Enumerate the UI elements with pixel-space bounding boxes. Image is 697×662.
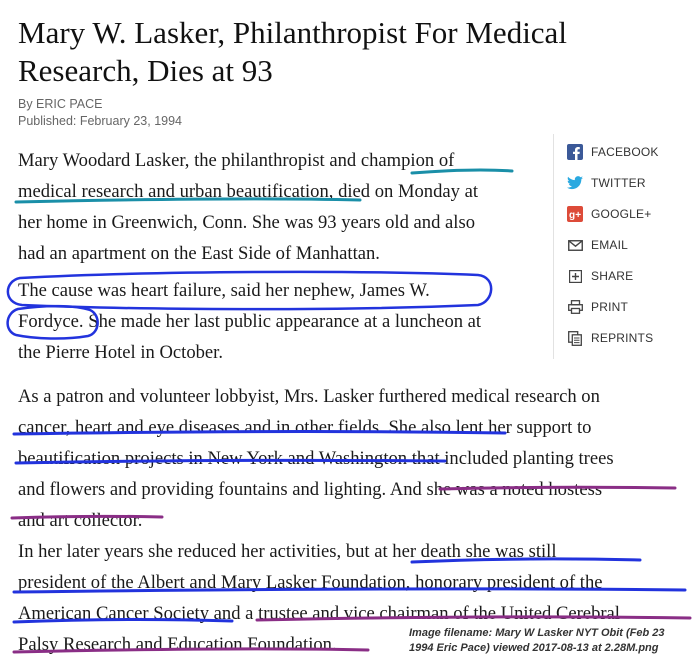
text-line: and art collector. [18, 510, 143, 531]
paragraph-2 [18, 275, 481, 368]
email-icon [567, 237, 583, 253]
text-line: her home in Greenwich, Conn. She was 93 years old and also [18, 212, 475, 233]
share-more-link[interactable] [567, 265, 633, 287]
author-byline: By ERIC PACE [18, 97, 103, 111]
share-label: REPRINTS [591, 331, 654, 345]
text-line: president of the Albert and Mary Lasker Foundation, honorary president of the [18, 572, 603, 593]
caption-line: 1994 Eric Pace) viewed 2017-08-13 at 2.28M.png [409, 642, 659, 654]
headline-line: Mary W. Lasker, Philanthropist For Medical [18, 15, 567, 50]
text-line: the Pierre Hotel in October. [18, 342, 223, 363]
text-line: and flowers and providing fountains and lighting. And she was a noted hostess [18, 479, 603, 500]
headline-line: Research, Dies at 93 [18, 53, 273, 88]
share-print-link[interactable] [567, 296, 628, 318]
text-line: The cause was heart failure, said her nephew, James W. [18, 280, 430, 301]
text-line: Mary Woodard Lasker, the philanthropist and champion of [18, 150, 455, 171]
text-line: In her later years she reduced her activities, but at her death she was still [18, 541, 557, 562]
headline [18, 14, 678, 90]
share-facebook-link[interactable] [567, 141, 659, 163]
facebook-icon [567, 144, 583, 160]
share-label: SHARE [591, 269, 634, 283]
share-email-link[interactable] [567, 234, 628, 256]
text-line: As a patron and volunteer lobbyist, Mrs. Lasker furthered medical research on [18, 386, 600, 407]
share-plus-icon [567, 268, 583, 284]
print-icon [567, 299, 583, 315]
share-tools [553, 134, 697, 359]
image-filename-caption [409, 626, 697, 656]
paragraph-3 [18, 381, 614, 536]
share-label: GOOGLE+ [591, 207, 652, 221]
text-line: medical research and urban beautification, died on Monday at [18, 181, 479, 202]
text-line: had an apartment on the East Side of Manhattan. [18, 243, 380, 264]
caption-line: Image filename: Mary W Lasker NYT Obit (Feb 23 [409, 627, 665, 639]
twitter-icon [567, 175, 583, 191]
text-line: Palsy Research and Education Foundation. [18, 634, 337, 655]
svg-text:g+: g+ [569, 210, 582, 221]
reprints-icon [567, 330, 583, 346]
share-label: EMAIL [591, 238, 629, 252]
published-date: Published: February 23, 1994 [18, 114, 182, 128]
share-reprints-link[interactable] [567, 327, 653, 349]
text-line: cancer, heart and eye diseases and in other fields. She also lent her support to [18, 417, 592, 438]
text-line: American Cancer Society and a trustee and vice chairman of the United Cerebral [18, 603, 620, 624]
google-plus-icon [567, 206, 583, 222]
share-twitter-link[interactable] [567, 172, 646, 194]
text-line: beautification projects in New York and Washington that included planting trees [18, 448, 614, 469]
share-google-plus-link[interactable] [567, 203, 651, 225]
paragraph-1 [18, 145, 478, 269]
share-label: FACEBOOK [591, 145, 659, 159]
text-line: Fordyce. She made her last public appearance at a luncheon at [18, 311, 482, 332]
share-label: TWITTER [591, 176, 646, 190]
share-label: PRINT [591, 300, 628, 314]
byline-block [18, 96, 182, 130]
